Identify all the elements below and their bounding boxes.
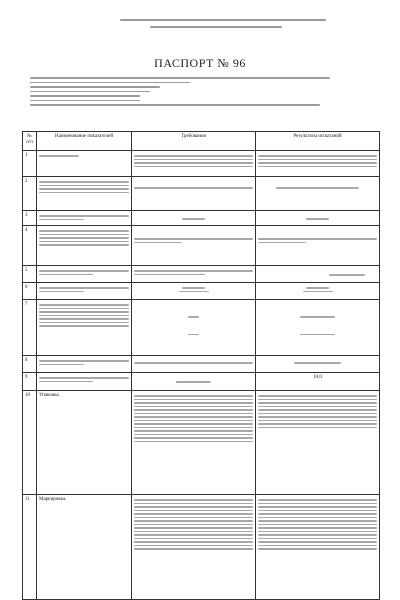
metadata-block: [30, 74, 370, 109]
row-requirement: [132, 391, 256, 495]
row-requirement: [132, 373, 256, 391]
row-name: [37, 300, 132, 356]
row-requirement: [132, 495, 256, 600]
row-requirement: [132, 300, 256, 356]
row-requirement: [132, 177, 256, 211]
row-name: [37, 356, 132, 373]
row-name: Упаковка.: [37, 391, 132, 495]
table-row: [23, 391, 380, 495]
table-row: [23, 356, 380, 373]
table-row: [23, 283, 380, 300]
row-requirement: [132, 151, 256, 177]
header-number: № п/п: [23, 132, 37, 151]
row-result: [256, 266, 380, 283]
row-result: [256, 283, 380, 300]
results-table: [22, 131, 380, 600]
row-number: 2: [23, 177, 37, 211]
row-number: 4: [23, 226, 37, 266]
row-requirement: [132, 211, 256, 226]
row-result: [256, 391, 380, 495]
row-number: 8: [23, 356, 37, 373]
table-row: [23, 373, 380, 391]
row-result: [256, 211, 380, 226]
row-requirement: [132, 266, 256, 283]
row-name: [37, 177, 132, 211]
header-results: Результаты испытаний: [256, 132, 380, 151]
row-result: [256, 226, 380, 266]
row-requirement: [132, 226, 256, 266]
row-requirement: [132, 356, 256, 373]
row-name: [37, 211, 132, 226]
row-name: [37, 266, 132, 283]
table-row: [23, 300, 380, 356]
row-name: Маркировка.: [37, 495, 132, 600]
header-requirements: Требования: [132, 132, 256, 151]
row-result: [256, 300, 380, 356]
row-number: 11: [23, 495, 37, 600]
row-number: 6: [23, 283, 37, 300]
row-number: 3: [23, 211, 37, 226]
row-name: [37, 151, 132, 177]
table-row: [23, 151, 380, 177]
table-header-row: [23, 132, 380, 151]
row-number: 9: [23, 373, 37, 391]
row-result: [256, 151, 380, 177]
table-row: [23, 266, 380, 283]
row-name: [37, 373, 132, 391]
header-indicator: Наименование показателей: [37, 132, 132, 151]
table-row: [23, 495, 380, 600]
row-result: [256, 177, 380, 211]
row-number: 7: [23, 300, 37, 356]
table-row: [23, 177, 380, 211]
row-number: 1: [23, 151, 37, 177]
table-row: [23, 211, 380, 226]
row-number: 5: [23, 266, 37, 283]
row-name: [37, 283, 132, 300]
row-result: [256, 495, 380, 600]
table-row: [23, 226, 380, 266]
document-title: ПАСПОРТ № 96: [154, 56, 246, 70]
header-line-2: [150, 26, 282, 28]
row-number: 10: [23, 391, 37, 495]
row-result: [256, 356, 380, 373]
row-result: 10,0: [256, 373, 380, 391]
row-requirement: [132, 283, 256, 300]
header-line-1: [120, 19, 326, 21]
row-name: [37, 226, 132, 266]
